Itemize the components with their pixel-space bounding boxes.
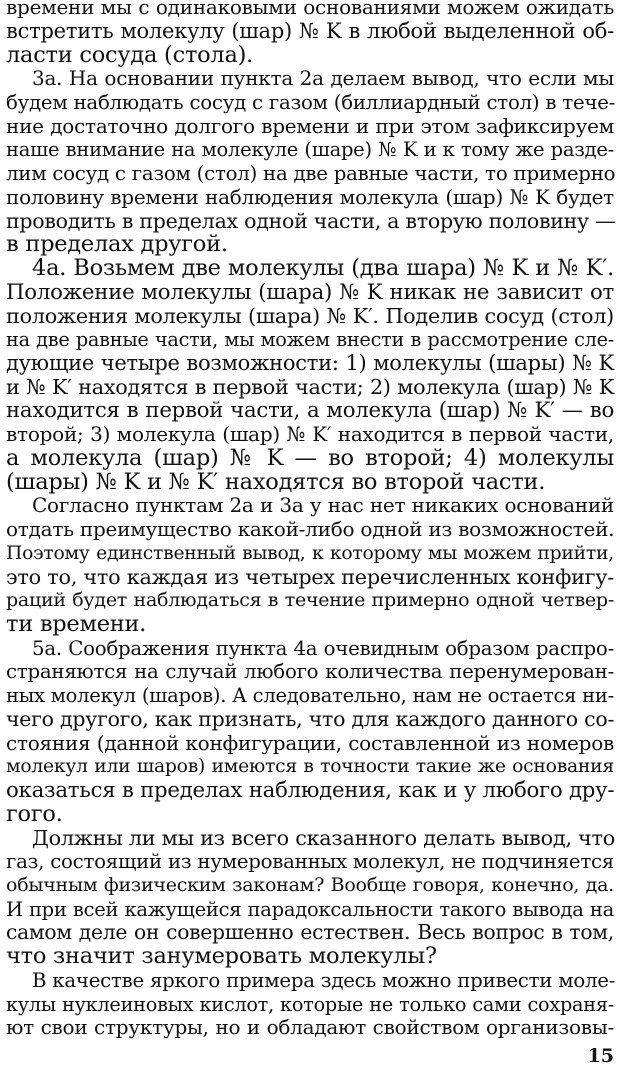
text-line: Поэтому единственный вывод, к которому мы можем прийти,	[6, 542, 614, 564]
book-page	[6, 0, 614, 1074]
text-line: ют свои структуры, но и обладают свойством организовы-	[6, 1015, 614, 1040]
text-line: самом деле он совершенно естествен. Весь вопрос в том,	[6, 920, 614, 945]
text-line: а молекула (шар) № K — во второй; 4) молекулы	[6, 444, 614, 471]
text-line: ласти сосуда (стола).	[6, 41, 254, 68]
text-line: положения молекулы (шара) № K′. Поделив сосуд (стол)	[6, 303, 614, 328]
text-line: ных молекул (шаров). А следовательно, нам не остается ни-	[6, 684, 614, 708]
text-line: лим сосуд с газом (стол) на две равные части, то примерно	[6, 162, 616, 186]
text-line: времени мы с одинаковыми основаниями можем ожидать	[6, 0, 614, 19]
text-line: Должны ли мы из всего сказанного делать вывод, что	[32, 825, 615, 850]
text-line: 3а. На основании пункта 2а делаем вывод, что если мы	[32, 66, 614, 91]
text-line: гого.	[6, 800, 63, 827]
text-line: молекул или шаров) имеются в точности такие же основания	[6, 756, 614, 778]
text-line: проводить в пределах одной части, а вторую половину —	[6, 208, 616, 233]
text-line: (шары) № K и № K′ находятся во второй части.	[6, 468, 546, 495]
text-line: 4а. Возьмем две молекулы (два шара) № K и № K′.	[32, 255, 614, 281]
text-line: оказаться в пределах наблюдения, как и у любого дру-	[6, 778, 615, 803]
text-line: находится в первой части, а молекула (шар) № K′ — во	[6, 398, 614, 424]
text-line: В качестве яркого примера здесь можно привести моле-	[32, 968, 616, 992]
text-line: второй; 3) молекула (шар) № K′ находится в первой части,	[6, 422, 614, 447]
text-line: чего другого, как признать, что для каждого данного со-	[6, 706, 615, 731]
text-line: будем наблюдать сосуд с газом (биллиардный стол) в тече-	[6, 90, 616, 114]
text-line: 5а. Соображения пункта 4а очевидным образом распро-	[32, 636, 614, 660]
page-number: 15	[587, 1045, 614, 1067]
text-line: в пределах другой.	[6, 231, 228, 258]
text-line: Положение молекулы (шара) № K никак не зависит от	[6, 279, 614, 305]
text-line: Согласно пунктам 2а и 3а у нас нет никаких оснований	[32, 493, 614, 518]
text-line: страняются на случай любого количества перенумерован-	[6, 660, 614, 684]
text-line: газ, состоящий из нумерованных молекул, не подчиняется	[6, 850, 615, 874]
text-line: ние достаточно долгого времени и при этом зафиксируем	[6, 113, 614, 138]
text-line: стояния (данной конфигурации, составленной из номеров	[6, 730, 614, 755]
text-line: и № K′ находятся в первой части; 2) молекула (шар) № K	[6, 374, 614, 399]
text-line: на две равные части, мы можем внести в рассмотрение сле-	[6, 328, 614, 352]
text-line: это то, что каждая из четырех перечисленных конфигу-	[6, 564, 614, 589]
text-line: И при всей кажущейся парадоксальности такого вывода на	[6, 897, 614, 921]
text-line: дующие четыре возможности: 1) молекулы (шары) № K	[6, 350, 614, 375]
text-line: кулы нуклеиновых кислот, которые не только сами сохраня-	[6, 992, 614, 1016]
text-line: половину времени наблюдения молекула (шар) № K будет	[6, 184, 614, 209]
text-line: что значит занумеровать молекулы?	[6, 943, 437, 970]
text-line: наше внимание на молекуле (шаре) № K и к тому же разде-	[6, 138, 614, 162]
text-line: раций будет наблюдаться в течение примерно одной четвер-	[6, 589, 614, 612]
text-line: встретить молекулу (шар) № K в любой выделенной об-	[6, 18, 614, 43]
text-line: ти времени.	[6, 610, 147, 637]
text-line: обычным физическим законам? Вообще говоря, конечно, да.	[6, 873, 614, 896]
text-line: отдать преимущество какой-либо одной из возможностей.	[6, 517, 615, 541]
